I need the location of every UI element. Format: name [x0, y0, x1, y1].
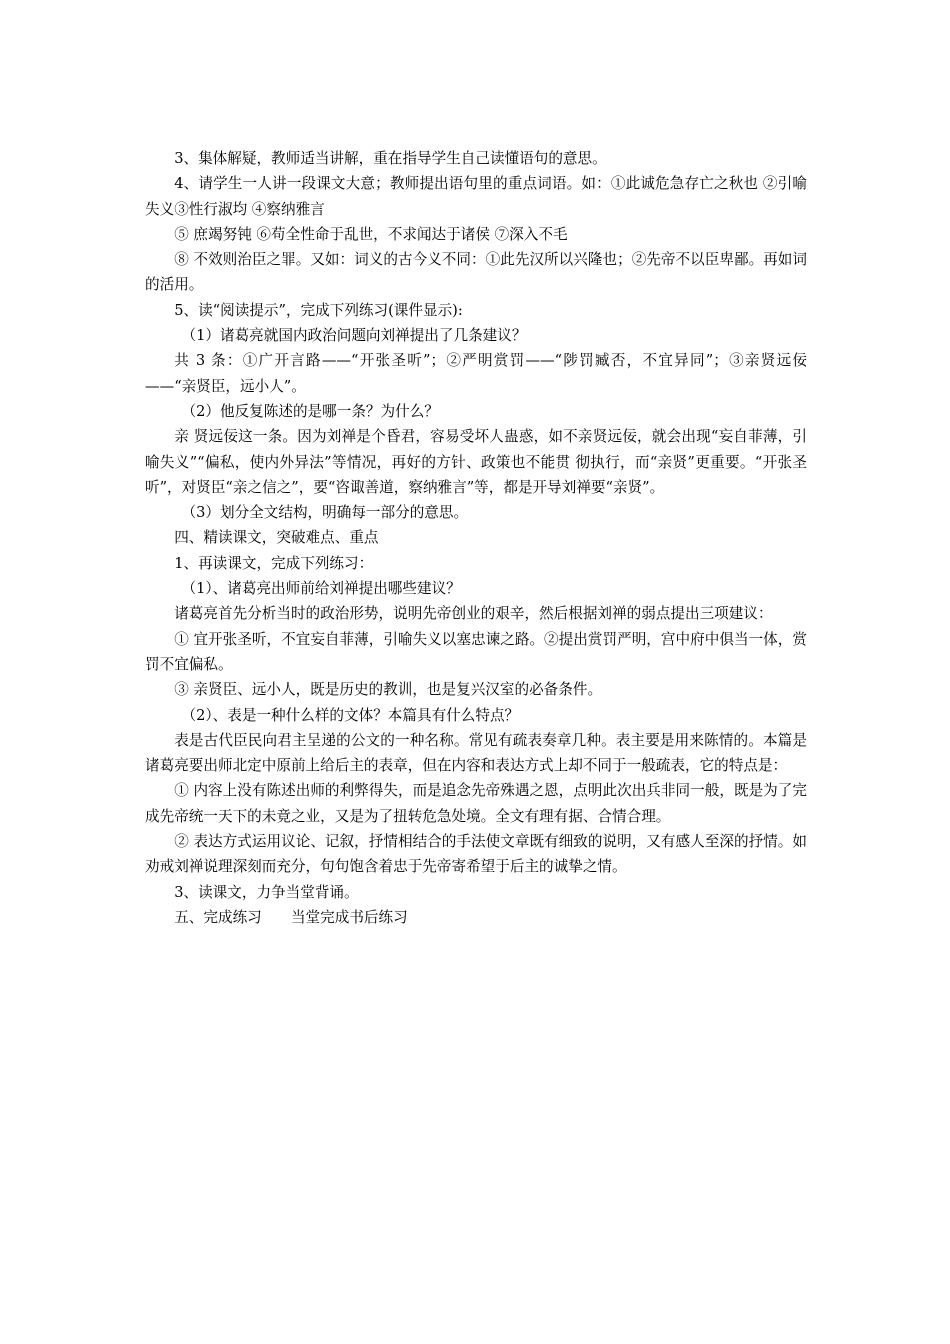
- paragraph: ② 表达方式运用议论、记叙，抒情相结合的手法使文章既有细致的说明，又有感人至深的抒情。如劝戒刘禅说理深刻而充分，句句饱含着忠于先帝寄希望于后主的诚挚之情。: [145, 833, 807, 876]
- paragraph: 3、读课文，力争当堂背诵。: [174, 883, 359, 901]
- paragraph: 1、再读课文，完成下列练习：: [174, 554, 374, 572]
- paragraph: ⑤ 庶竭努钝 ⑥苟全性命于乱世，不求闻达于诸侯 ⑦深入不毛: [174, 225, 568, 243]
- paragraph: （2）他反复陈述的是哪一条？为什么？: [181, 402, 439, 420]
- paragraph: （2）、表是一种什么样的文体？本篇具有什么特点？: [181, 706, 520, 724]
- paragraph: 诸葛亮首先分析当时的政治形势，说明先帝创业的艰辛，然后根据刘禅的弱点提出三项建议：: [174, 605, 773, 623]
- paragraph: 3、集体解疑，教师适当讲解，重在指导学生自己读懂语句的意思。: [174, 150, 607, 167]
- document-body: [145, 146, 807, 930]
- section-heading: 四、精读课文，突破难点、重点: [174, 529, 379, 547]
- paragraph: 共 3 条：①广开言路——“开张圣听”；②严明赏罚——“陟罚臧否，不宜异同”；③亲贤远佞——“亲贤臣，远小人”。: [145, 352, 807, 395]
- paragraph: ③ 亲贤臣、远小人，既是历史的教训，也是复兴汉室的必备条件。: [174, 681, 603, 699]
- paragraph: 4、请学生一人讲一段课文大意；教师提出语句里的重点词语。如：①此诚危急存亡之秋也 ②引喻失义③性行淑均 ④察纳雅言: [145, 175, 807, 218]
- paragraph: 表是古代臣民向君主呈递的公文的一种名称。常见有疏表奏章几种。表主要是用来陈情的。本篇是诸葛亮要出师北定中原前上给后主的表章，但在内容和表达方式上却不同于一般疏表，它的特点是：: [145, 731, 807, 775]
- paragraph: （1）、诸葛亮出师前给刘禅提出哪些建议？: [181, 580, 461, 598]
- paragraph: ① 宜开张圣听，不宜妄自菲薄，引喻失义以塞忠谏之路。②提出赏罚严明，宫中府中俱当一体，赏罚不宜偏私。: [145, 630, 807, 673]
- section-heading: 五、完成练习 当堂完成书后练习: [174, 908, 408, 926]
- paragraph: ① 内容上没有陈述出师的利弊得失，而是追念先帝殊遇之恩，点明此次出兵非同一般，既是为了完成先帝统一天下的未竟之业，又是为了扭转危急处境。全文有理有据、合情合理。: [145, 782, 807, 825]
- paragraph: 5、读“阅读提示”，完成下列练习(课件显示):: [174, 301, 463, 319]
- paragraph: （1）诸葛亮就国内政治问题向刘禅提出了几条建议？: [181, 327, 527, 345]
- paragraph: （3）划分全文结构，明确每一部分的意思。: [181, 504, 469, 522]
- paragraph: 亲 贤远佞这一条。因为刘禅是个昏君，容易受坏人蛊惑，如不亲贤远佞，就会出现“妄自菲薄，引喻失义”“偏私，使内外异法”等情况，再好的方针、政策也不能贯 彻执行，而“亲贤”更重要。“开张圣听”，对贤臣“亲之信之”，要“咨诹善道，察纳雅言”等，都是开导刘禅要“亲贤”。: [145, 428, 807, 496]
- paragraph: ⑧ 不效则治臣之罪。又如：词义的古今义不同：①此先汉所以兴隆也；②先帝不以臣卑鄙。再如词的活用。: [145, 251, 807, 294]
